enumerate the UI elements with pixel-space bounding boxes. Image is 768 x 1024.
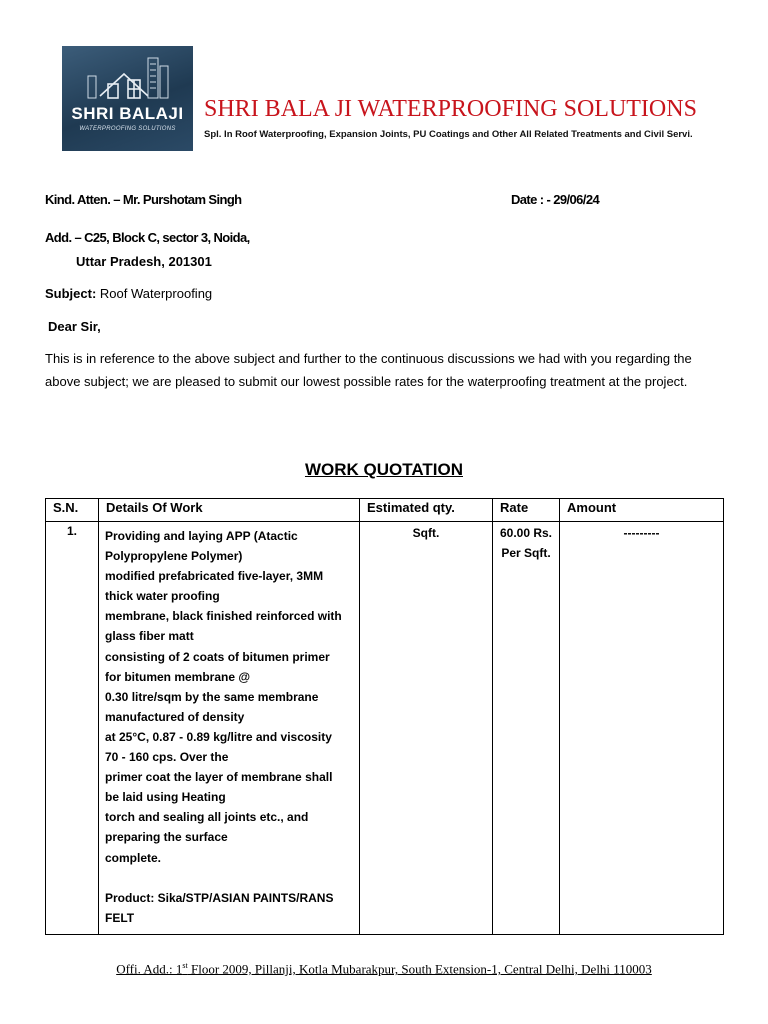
detail-line: complete.	[105, 850, 162, 865]
office-address-prefix: Offi. Add.: 1	[116, 961, 183, 977]
table-row	[46, 522, 724, 935]
quotation-title	[0, 460, 768, 480]
table-header-row	[46, 499, 724, 522]
detail-line: manufactured of density	[105, 709, 245, 724]
logo-tagline: WATERPROOFING SOLUTIONS	[79, 126, 176, 132]
detail-line: preparing the surface	[105, 830, 228, 845]
detail-line: 0.30 litre/sqm by the same membrane	[105, 689, 319, 704]
detail-line: thick water proofing	[105, 589, 220, 604]
subject-line	[45, 286, 212, 301]
row-qty: Sqft.	[360, 522, 493, 935]
subject-label: Subject:	[45, 286, 97, 301]
logo-name: SHRI BALAJI	[71, 104, 184, 123]
product-line-cont: FELT	[105, 910, 135, 925]
header-sn: S.N.	[46, 499, 99, 522]
detail-line: Polypropylene Polymer)	[105, 549, 243, 564]
address-line-1: Add. – C25, Block C, sector 3, Noida,	[45, 230, 250, 245]
details-list	[105, 526, 353, 868]
row-amount: ---------	[560, 522, 724, 935]
detail-line: at 25°C, 0.87 - 0.89 kg/litre and viscosity	[105, 729, 332, 744]
header-rate: Rate	[493, 499, 560, 522]
office-address	[0, 961, 768, 977]
quotation-table	[45, 498, 724, 935]
detail-line: 70 - 160 cps. Over the	[105, 750, 229, 765]
row-rate	[493, 522, 560, 935]
company-logo	[62, 46, 193, 151]
detail-line: Providing and laying APP (Atactic	[105, 529, 298, 543]
row-sn: 1.	[46, 522, 99, 935]
header-qty: Estimated qty.	[360, 499, 493, 522]
company-tagline: Spl. In Roof Waterproofing, Expansion Joints, PU Coatings and Other All Related Treatments and Civil Servi.	[204, 129, 693, 140]
rate-value: 60.00 Rs.	[499, 526, 553, 540]
detail-line: modified prefabricated five-layer, 3MM	[105, 569, 324, 584]
address-line-2: Uttar Pradesh, 201301	[76, 254, 212, 269]
detail-line: membrane, black finished reinforced with	[105, 609, 342, 624]
detail-line: consisting of 2 coats of bitumen primer	[105, 649, 330, 664]
building-icon	[62, 46, 193, 151]
attention-line: Kind. Atten. – Mr. Purshotam Singh	[45, 192, 242, 207]
office-address-rest: Floor 2009, Pillanji, Kotla Mubarakpur, South Extension-1, Central Delhi, Delhi 110003	[187, 961, 652, 977]
salutation: Dear Sir,	[48, 319, 101, 334]
product-line: Product: Sika/STP/ASIAN PAINTS/RANS	[105, 890, 334, 905]
letter-body: This is in reference to the above subject and further to the continuous discussions we had with you regarding the above subject; we are pleased to submit our lowest possible rates for the waterproofing treatment at the project.	[45, 351, 692, 389]
rate-unit: Per Sqft.	[501, 546, 551, 560]
header-amount: Amount	[560, 499, 724, 522]
header-details: Details Of Work	[99, 499, 360, 522]
detail-line: for bitumen membrane @	[105, 669, 251, 684]
detail-line: primer coat the layer of membrane shall	[105, 770, 333, 785]
subject-value: Roof Waterproofing	[96, 286, 213, 301]
company-name: SHRI BALA JI WATERPROOFING SOLUTIONS	[204, 96, 697, 122]
detail-line: glass fiber matt	[105, 629, 194, 644]
quotation-title-text: WORK QUOTATION	[304, 460, 463, 479]
detail-line: torch and sealing all joints etc., and	[105, 810, 309, 825]
office-address-sup: st	[182, 961, 188, 970]
row-details	[99, 522, 360, 935]
detail-line: be laid using Heating	[105, 790, 226, 805]
letter-date: Date : - 29/06/24	[511, 192, 600, 207]
